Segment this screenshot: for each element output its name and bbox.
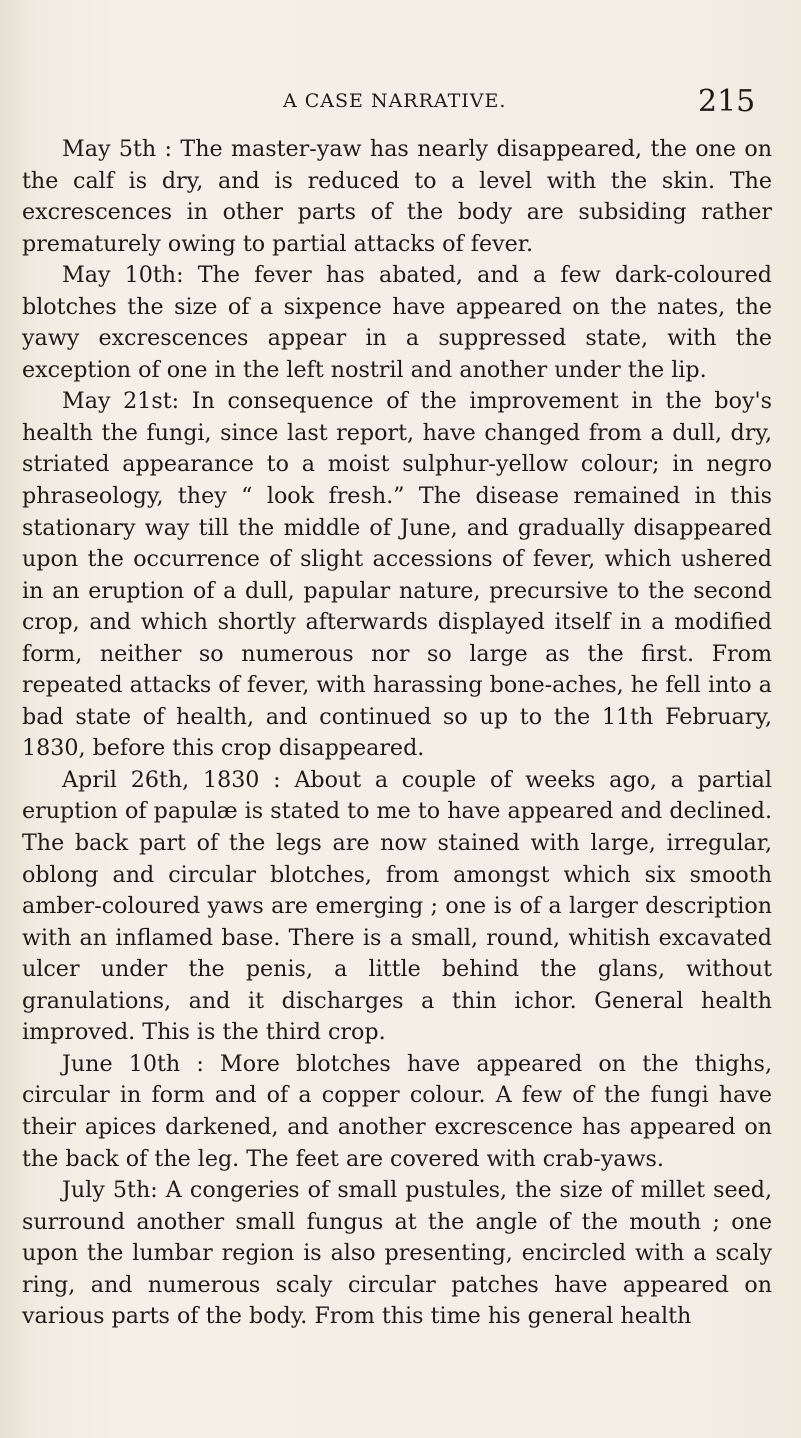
paragraph-may-10th: May 10th: The fever has abated, and a few dark-coloured blotches the size of a sixpence have appeared on the nates, the yawy excrescences appear in a suppressed state, with the exception of one in the left nostril and another under the lip. — [22, 262, 772, 383]
page-header — [0, 84, 801, 124]
running-title: A CASE NARRATIVE. — [283, 90, 507, 112]
paragraph-june-10th: June 10th : More blotches have appeared on the thighs, circular in form and of a copper colour. A few of the fungi have their apices darkened, and another excrescence has appeared on the back of the leg. The feet are covered with crab-yaws. — [22, 1050, 772, 1172]
body-text — [22, 134, 772, 1333]
paragraph-may-21st: May 21st: In consequence of the improvement in the boy's health the fungi, since last report, have changed from a dull, dry, striated appearance to a moist sulphur-yellow colour; in negro phraseology, they “ look fresh.” The disease remained in this stationary way till the middle of June, and gradually disappeared upon the occurrence of slight accessions of fever, which ushered in an eruption of a dull, papular nature, precursive to the second crop, and which shortly afterwards displayed itself in a modified form, neither so numerous nor so large as the first. From repeated attacks of fever, with harassing bone-aches, he fell into a bad state of health, and continued so up to the 11th February, 1830, before this crop disappeared. — [22, 388, 772, 762]
paragraph-april-26th: April 26th, 1830 : About a couple of weeks ago, a partial eruption of papulæ is stated to me to have appeared and declined. The back part of the legs are now stained with large, irregular, oblong and circular blotches, from amongst which six smooth amber-coloured yaws are emerging ; one is of a larger description with an inflamed base. There is a small, round, whitish excavated ulcer under the penis, a little behind the glans, without granulations, and it discharges a thin ichor. General health improved. This is the third crop. — [22, 766, 772, 1046]
page-number: 215 — [698, 84, 756, 119]
paragraph-may-5th: May 5th : The master-yaw has nearly disappeared, the one on the calf is dry, and is reduced to a level with the skin. The excrescences in other parts of the body are subsiding rather prematurely owing to partial attacks of fever. — [22, 136, 772, 257]
paragraph-july-5th: July 5th: A congeries of small pustules, the size of millet seed, surround another small fungus at the angle of the mouth ; one upon the lumbar region is also presenting, encircled with a scaly ring, and numerous scaly circular patches have appeared on various parts of the body. From this time his general health — [22, 1177, 772, 1330]
